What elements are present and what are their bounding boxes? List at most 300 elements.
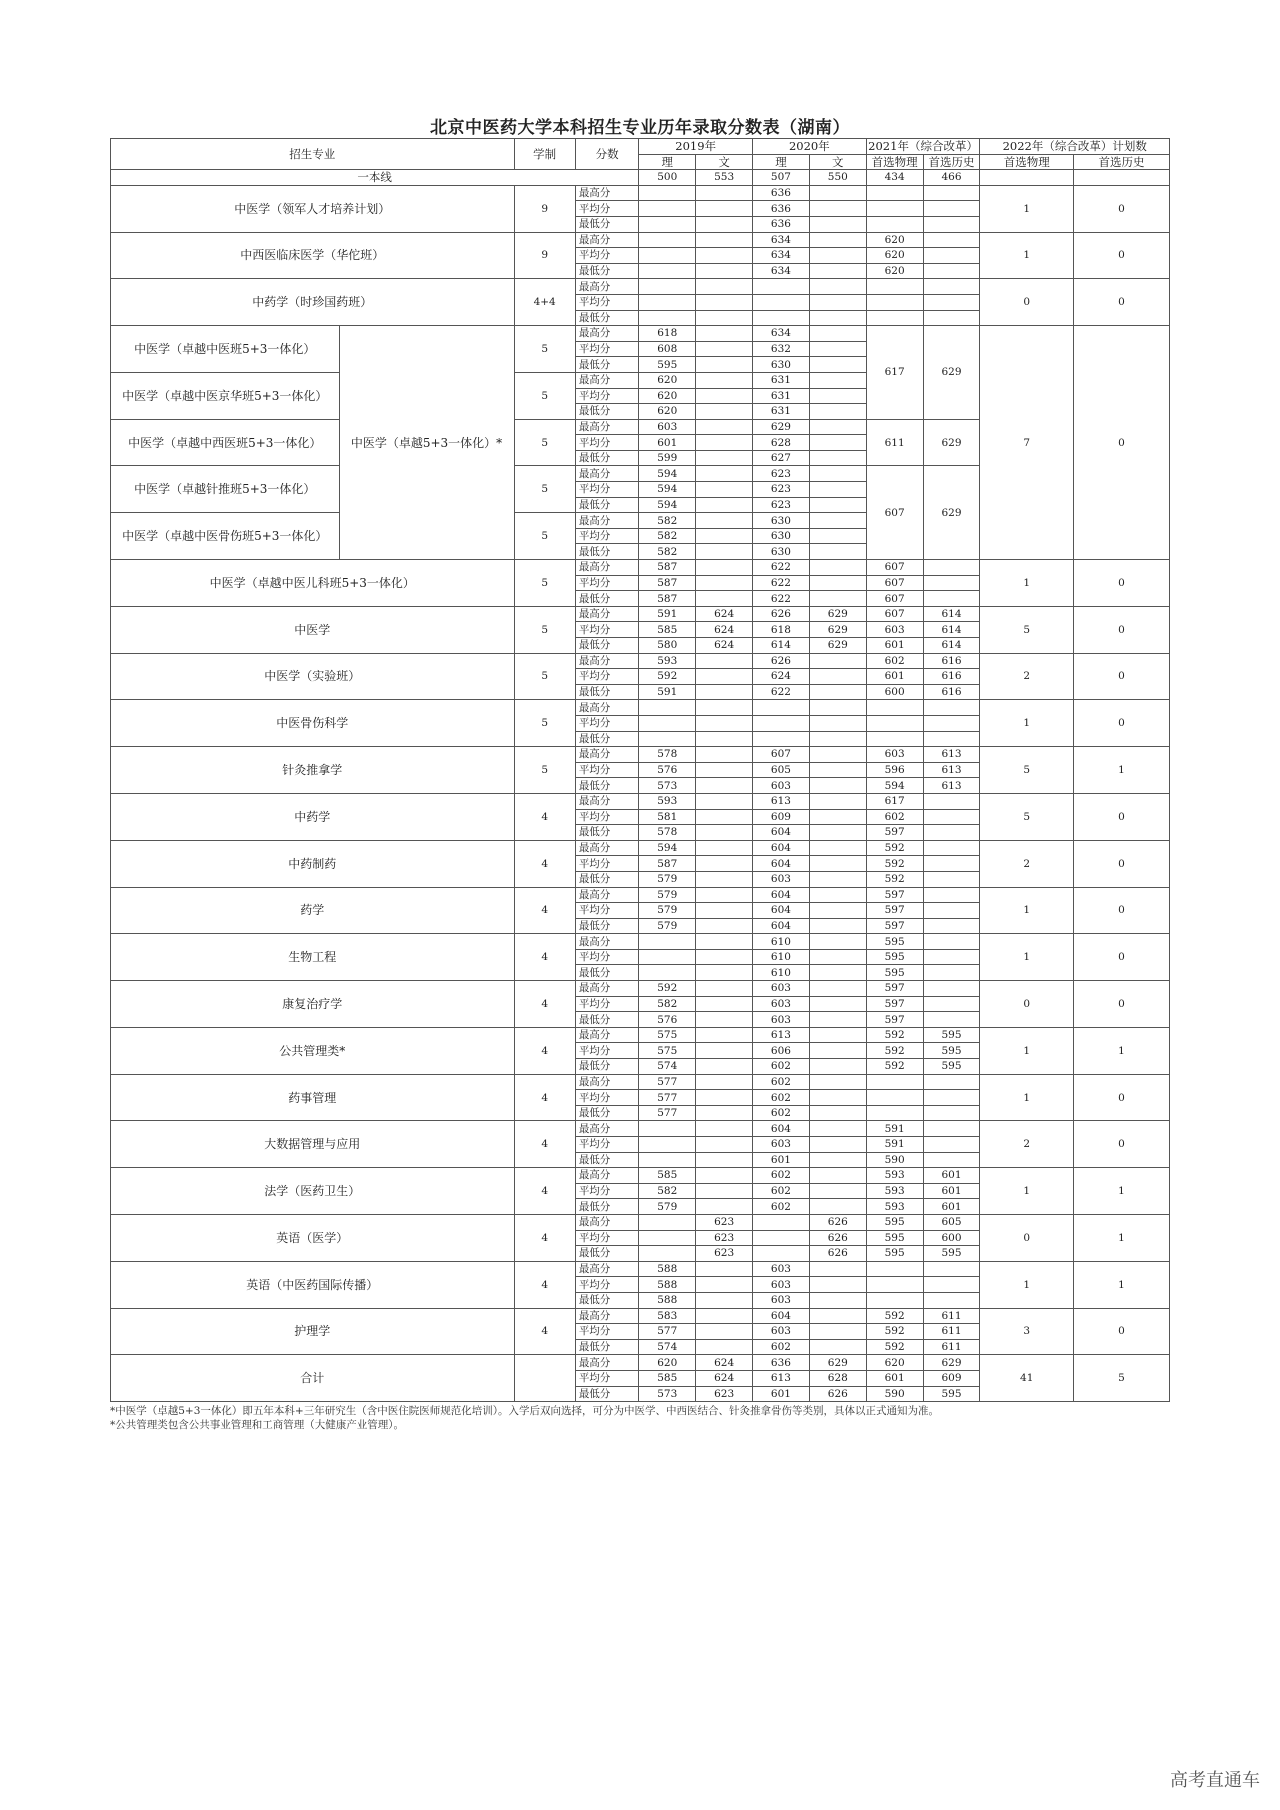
duration: 5: [514, 372, 575, 419]
score-cell: [639, 185, 696, 201]
score-cell: [923, 560, 980, 576]
score-cell: 600: [866, 684, 923, 700]
score-cell: [923, 793, 980, 809]
score-cell: 634: [753, 248, 810, 264]
score-cell: 579: [639, 903, 696, 919]
score-cell: [923, 591, 980, 607]
plan-history: 0: [1074, 185, 1170, 232]
score-cell: 611: [923, 1339, 980, 1355]
score-cell: [696, 903, 753, 919]
header-row-1: [111, 139, 1170, 155]
score-label: 最高分: [575, 1355, 639, 1371]
table-row: [111, 1168, 1170, 1184]
score-label: 最低分: [575, 216, 639, 232]
score-cell: [753, 279, 810, 295]
plan-history: 1: [1074, 1168, 1170, 1215]
score-cell: 595: [866, 1230, 923, 1246]
score-cell: 629: [809, 1355, 866, 1371]
score-cell: 631: [753, 404, 810, 420]
score-cell: 601: [866, 1370, 923, 1386]
score-cell: 623: [696, 1386, 753, 1402]
score-cell: [809, 1277, 866, 1293]
score-cell: 602: [753, 1199, 810, 1215]
score-cell: 592: [866, 1308, 923, 1324]
table-row: [111, 1355, 1170, 1371]
score-cell: [696, 1090, 753, 1106]
score-cell: 626: [753, 606, 810, 622]
baseline-value: 434: [866, 170, 923, 186]
score-cell: [696, 1074, 753, 1090]
score-label: 最高分: [575, 1214, 639, 1230]
score-cell: [923, 201, 980, 217]
score-cell: [923, 185, 980, 201]
merged-2021-history: 629: [923, 419, 980, 466]
score-cell: 631: [753, 372, 810, 388]
major-name: 中医学（领军人才培养计划）: [111, 185, 515, 232]
score-cell: [696, 871, 753, 887]
score-label: 最低分: [575, 825, 639, 841]
major-name: 大数据管理与应用: [111, 1121, 515, 1168]
score-cell: 623: [696, 1230, 753, 1246]
score-label: 最高分: [575, 1121, 639, 1137]
score-label: 平均分: [575, 1090, 639, 1106]
score-cell: [923, 715, 980, 731]
score-cell: 636: [753, 216, 810, 232]
score-label: 最低分: [575, 1339, 639, 1355]
major-name: 中医学（卓越中医班5+3一体化）: [111, 326, 340, 373]
score-cell: 600: [923, 1230, 980, 1246]
baseline-value: 466: [923, 170, 980, 186]
score-cell: 602: [753, 1090, 810, 1106]
footnotes: [110, 1404, 990, 1432]
merged-2021-history: 629: [923, 326, 980, 420]
score-label: 最高分: [575, 1168, 639, 1184]
score-cell: [809, 544, 866, 560]
score-cell: [696, 762, 753, 778]
score-cell: 574: [639, 1339, 696, 1355]
score-cell: 614: [923, 622, 980, 638]
score-cell: [923, 996, 980, 1012]
duration: 5: [514, 419, 575, 466]
score-cell: 595: [866, 934, 923, 950]
score-label: 最低分: [575, 263, 639, 279]
header-2019-wen: 文: [696, 154, 753, 170]
duration: 4: [514, 1214, 575, 1261]
score-cell: [923, 840, 980, 856]
score-cell: 620: [866, 248, 923, 264]
score-cell: [696, 918, 753, 934]
score-cell: 594: [866, 778, 923, 794]
score-cell: 582: [639, 513, 696, 529]
score-cell: 592: [866, 1324, 923, 1340]
score-label: 最高分: [575, 840, 639, 856]
score-cell: 593: [639, 793, 696, 809]
score-cell: [696, 965, 753, 981]
plan-physics: 1: [980, 1074, 1074, 1121]
score-cell: 594: [639, 497, 696, 513]
score-cell: [923, 1012, 980, 1028]
score-cell: [923, 871, 980, 887]
score-cell: [809, 575, 866, 591]
plan-history: 0: [1074, 1074, 1170, 1121]
score-label: 平均分: [575, 856, 639, 872]
header-2022: 2022年（综合改革）计划数: [980, 139, 1170, 155]
plan-physics: 2: [980, 1121, 1074, 1168]
score-label: 最低分: [575, 918, 639, 934]
plan-physics: 5: [980, 793, 1074, 840]
score-label: 平均分: [575, 1183, 639, 1199]
score-label: 平均分: [575, 435, 639, 451]
plan-physics: 5: [980, 606, 1074, 653]
table-row: [111, 981, 1170, 997]
score-cell: 604: [753, 903, 810, 919]
score-cell: [866, 1090, 923, 1106]
score-cell: [809, 482, 866, 498]
plan-physics: 1: [980, 887, 1074, 934]
score-cell: [866, 731, 923, 747]
score-cell: 634: [753, 232, 810, 248]
score-cell: 601: [753, 1152, 810, 1168]
duration: 4: [514, 1121, 575, 1168]
score-label: 平均分: [575, 341, 639, 357]
plan-physics: 3: [980, 1308, 1074, 1355]
score-cell: [809, 201, 866, 217]
score-cell: [696, 450, 753, 466]
score-cell: 627: [753, 450, 810, 466]
score-label: 最高分: [575, 1074, 639, 1090]
plan-history: 1: [1074, 1214, 1170, 1261]
score-label: 平均分: [575, 809, 639, 825]
score-cell: 630: [753, 528, 810, 544]
score-cell: [696, 934, 753, 950]
score-cell: 585: [639, 1370, 696, 1386]
score-cell: 579: [639, 918, 696, 934]
major-name: 中医学: [111, 606, 515, 653]
score-cell: [696, 809, 753, 825]
score-cell: [923, 1090, 980, 1106]
score-label: 最高分: [575, 981, 639, 997]
score-cell: 610: [753, 934, 810, 950]
score-label: 最低分: [575, 731, 639, 747]
score-cell: [866, 1292, 923, 1308]
score-cell: [696, 185, 753, 201]
score-cell: 602: [753, 1339, 810, 1355]
score-cell: 624: [696, 622, 753, 638]
score-cell: [809, 996, 866, 1012]
score-label: 最低分: [575, 591, 639, 607]
score-cell: 591: [866, 1137, 923, 1153]
score-cell: [696, 1261, 753, 1277]
score-cell: [753, 700, 810, 716]
score-cell: 602: [866, 809, 923, 825]
score-cell: [923, 248, 980, 264]
major-name: 公共管理类*: [111, 1027, 515, 1074]
score-label: 最低分: [575, 1386, 639, 1402]
score-cell: [809, 216, 866, 232]
score-cell: 616: [923, 669, 980, 685]
score-cell: 583: [639, 1308, 696, 1324]
score-label: 最高分: [575, 793, 639, 809]
plan-history: 0: [1074, 981, 1170, 1028]
score-cell: 577: [639, 1090, 696, 1106]
score-cell: [809, 1012, 866, 1028]
footnote: *中医学（卓越5+3一体化）即五年本科+三年研究生（含中医住院医师规范化培训）。入学后双向选择，可分为中医学、中西医结合、针灸推拿骨伤等类别，具体以正式通知为准。: [110, 1405, 939, 1418]
score-cell: 603: [753, 996, 810, 1012]
score-cell: 582: [639, 544, 696, 560]
score-cell: [809, 1090, 866, 1106]
score-cell: [696, 1059, 753, 1075]
score-cell: [639, 949, 696, 965]
score-cell: 601: [866, 638, 923, 654]
header-2019: 2019年: [639, 139, 753, 155]
score-cell: [696, 497, 753, 513]
table-row: [111, 232, 1170, 248]
score-cell: [923, 965, 980, 981]
score-cell: [809, 419, 866, 435]
baseline-empty: [980, 170, 1074, 186]
score-label: 最高分: [575, 419, 639, 435]
plan-physics: 41: [980, 1355, 1074, 1402]
score-cell: [809, 871, 866, 887]
baseline-value: 500: [639, 170, 696, 186]
score-cell: [809, 1121, 866, 1137]
score-cell: [696, 294, 753, 310]
score-cell: [809, 1059, 866, 1075]
score-cell: 629: [809, 606, 866, 622]
plan-history: 5: [1074, 1355, 1170, 1402]
merged-2021-history: 629: [923, 466, 980, 560]
score-cell: [809, 232, 866, 248]
score-cell: 577: [639, 1105, 696, 1121]
major-name: 中医学（卓越中医骨伤班5+3一体化）: [111, 513, 340, 560]
table-row: [111, 1308, 1170, 1324]
score-cell: [809, 903, 866, 919]
score-label: 最高分: [575, 372, 639, 388]
score-cell: [809, 404, 866, 420]
major-name: 中药学（时珍国药班）: [111, 279, 515, 326]
score-label: 平均分: [575, 528, 639, 544]
score-cell: 590: [866, 1386, 923, 1402]
score-cell: 575: [639, 1027, 696, 1043]
score-cell: [809, 591, 866, 607]
score-cell: [639, 216, 696, 232]
score-cell: [809, 1339, 866, 1355]
score-cell: 591: [866, 1121, 923, 1137]
admission-score-table: [110, 138, 1170, 1402]
score-cell: 602: [753, 1168, 810, 1184]
score-cell: 579: [639, 1199, 696, 1215]
score-cell: 592: [866, 1043, 923, 1059]
score-cell: 613: [923, 747, 980, 763]
score-cell: 630: [753, 357, 810, 373]
score-cell: [639, 248, 696, 264]
score-label: 平均分: [575, 949, 639, 965]
score-label: 最高分: [575, 1027, 639, 1043]
score-cell: 593: [866, 1199, 923, 1215]
score-cell: 626: [809, 1214, 866, 1230]
score-cell: 593: [866, 1168, 923, 1184]
score-cell: [696, 825, 753, 841]
score-cell: 597: [866, 996, 923, 1012]
score-cell: 620: [866, 1355, 923, 1371]
score-label: 最低分: [575, 310, 639, 326]
score-cell: 602: [753, 1059, 810, 1075]
score-label: 平均分: [575, 388, 639, 404]
score-cell: [696, 201, 753, 217]
header-major: 招生专业: [111, 139, 515, 170]
score-cell: 634: [753, 326, 810, 342]
score-label: 最低分: [575, 1292, 639, 1308]
score-cell: 594: [639, 840, 696, 856]
score-cell: 587: [639, 856, 696, 872]
table-row: [111, 653, 1170, 669]
score-cell: [696, 1168, 753, 1184]
score-cell: 623: [753, 466, 810, 482]
score-cell: 603: [753, 871, 810, 887]
merged-2021-physics: 611: [866, 419, 923, 466]
duration: 5: [514, 606, 575, 653]
score-cell: 616: [923, 684, 980, 700]
score-cell: 628: [809, 1370, 866, 1386]
table-row: [111, 840, 1170, 856]
score-cell: [809, 279, 866, 295]
score-cell: [639, 965, 696, 981]
score-cell: 603: [753, 1012, 810, 1028]
plan-history: 0: [1074, 793, 1170, 840]
score-cell: [866, 1105, 923, 1121]
score-cell: 604: [753, 1308, 810, 1324]
baseline-value: 550: [809, 170, 866, 186]
score-label: 最低分: [575, 544, 639, 560]
score-cell: 602: [866, 653, 923, 669]
score-cell: 622: [753, 684, 810, 700]
score-cell: [696, 482, 753, 498]
major-name: 药事管理: [111, 1074, 515, 1121]
score-cell: 588: [639, 1292, 696, 1308]
score-cell: [639, 263, 696, 279]
score-cell: 599: [639, 450, 696, 466]
score-cell: 624: [696, 1370, 753, 1386]
score-cell: [639, 294, 696, 310]
score-cell: 576: [639, 762, 696, 778]
score-cell: [696, 1012, 753, 1028]
score-cell: 631: [753, 388, 810, 404]
score-cell: [923, 981, 980, 997]
score-cell: 585: [639, 622, 696, 638]
score-cell: 579: [639, 887, 696, 903]
table-row: [111, 700, 1170, 716]
score-cell: [809, 528, 866, 544]
table-row: [111, 606, 1170, 622]
score-cell: [809, 778, 866, 794]
document: [110, 118, 1170, 1432]
duration: 4+4: [514, 279, 575, 326]
duration: 5: [514, 747, 575, 794]
plan-history: 0: [1074, 700, 1170, 747]
major-name: 中药制药: [111, 840, 515, 887]
score-cell: [753, 1246, 810, 1262]
score-cell: [809, 653, 866, 669]
score-cell: [753, 731, 810, 747]
major-name: 针灸推拿学: [111, 747, 515, 794]
score-cell: 629: [809, 622, 866, 638]
baseline-row: [111, 170, 1170, 186]
score-cell: [923, 934, 980, 950]
score-cell: 577: [639, 1324, 696, 1340]
score-cell: 603: [753, 778, 810, 794]
score-cell: 587: [639, 591, 696, 607]
score-cell: [866, 715, 923, 731]
duration: 5: [514, 466, 575, 513]
score-cell: [809, 1137, 866, 1153]
score-cell: 634: [753, 263, 810, 279]
score-cell: 608: [639, 341, 696, 357]
plan-history: 0: [1074, 606, 1170, 653]
score-cell: [809, 949, 866, 965]
score-cell: [923, 575, 980, 591]
score-cell: 605: [923, 1214, 980, 1230]
score-cell: 588: [639, 1261, 696, 1277]
score-cell: 602: [753, 1074, 810, 1090]
group-label: 中医学（卓越5+3一体化）*: [339, 326, 514, 560]
score-cell: 603: [866, 747, 923, 763]
score-cell: [809, 372, 866, 388]
score-cell: 636: [753, 201, 810, 217]
score-cell: [923, 856, 980, 872]
score-cell: 603: [639, 419, 696, 435]
duration: 5: [514, 513, 575, 560]
duration: 4: [514, 840, 575, 887]
score-cell: 597: [866, 887, 923, 903]
score-cell: 592: [866, 1339, 923, 1355]
score-label: 平均分: [575, 669, 639, 685]
plan-physics: 1: [980, 560, 1074, 607]
score-cell: [809, 793, 866, 809]
score-cell: [809, 310, 866, 326]
score-cell: [639, 934, 696, 950]
score-cell: [923, 731, 980, 747]
score-cell: [696, 1199, 753, 1215]
plan-physics: 1: [980, 700, 1074, 747]
header-2022-physics: 首选物理: [980, 154, 1074, 170]
score-cell: [809, 326, 866, 342]
score-cell: [696, 1137, 753, 1153]
table-row: [111, 747, 1170, 763]
score-cell: 623: [753, 482, 810, 498]
score-cell: [696, 435, 753, 451]
duration: [514, 1355, 575, 1402]
score-label: 最高分: [575, 326, 639, 342]
score-cell: [809, 1027, 866, 1043]
score-cell: [696, 778, 753, 794]
score-cell: [809, 684, 866, 700]
score-label: 平均分: [575, 1370, 639, 1386]
plan-history: 0: [1074, 232, 1170, 279]
score-label: 最高分: [575, 279, 639, 295]
score-label: 平均分: [575, 622, 639, 638]
score-cell: [696, 887, 753, 903]
score-cell: 595: [923, 1027, 980, 1043]
header-2020-wen: 文: [809, 154, 866, 170]
plan-physics: 1: [980, 185, 1074, 232]
plan-physics: 1: [980, 934, 1074, 981]
major-name: 英语（中医药国际传播）: [111, 1261, 515, 1308]
score-cell: 603: [753, 1261, 810, 1277]
score-cell: [639, 1152, 696, 1168]
score-cell: [809, 762, 866, 778]
score-cell: [809, 388, 866, 404]
score-cell: 592: [866, 1059, 923, 1075]
